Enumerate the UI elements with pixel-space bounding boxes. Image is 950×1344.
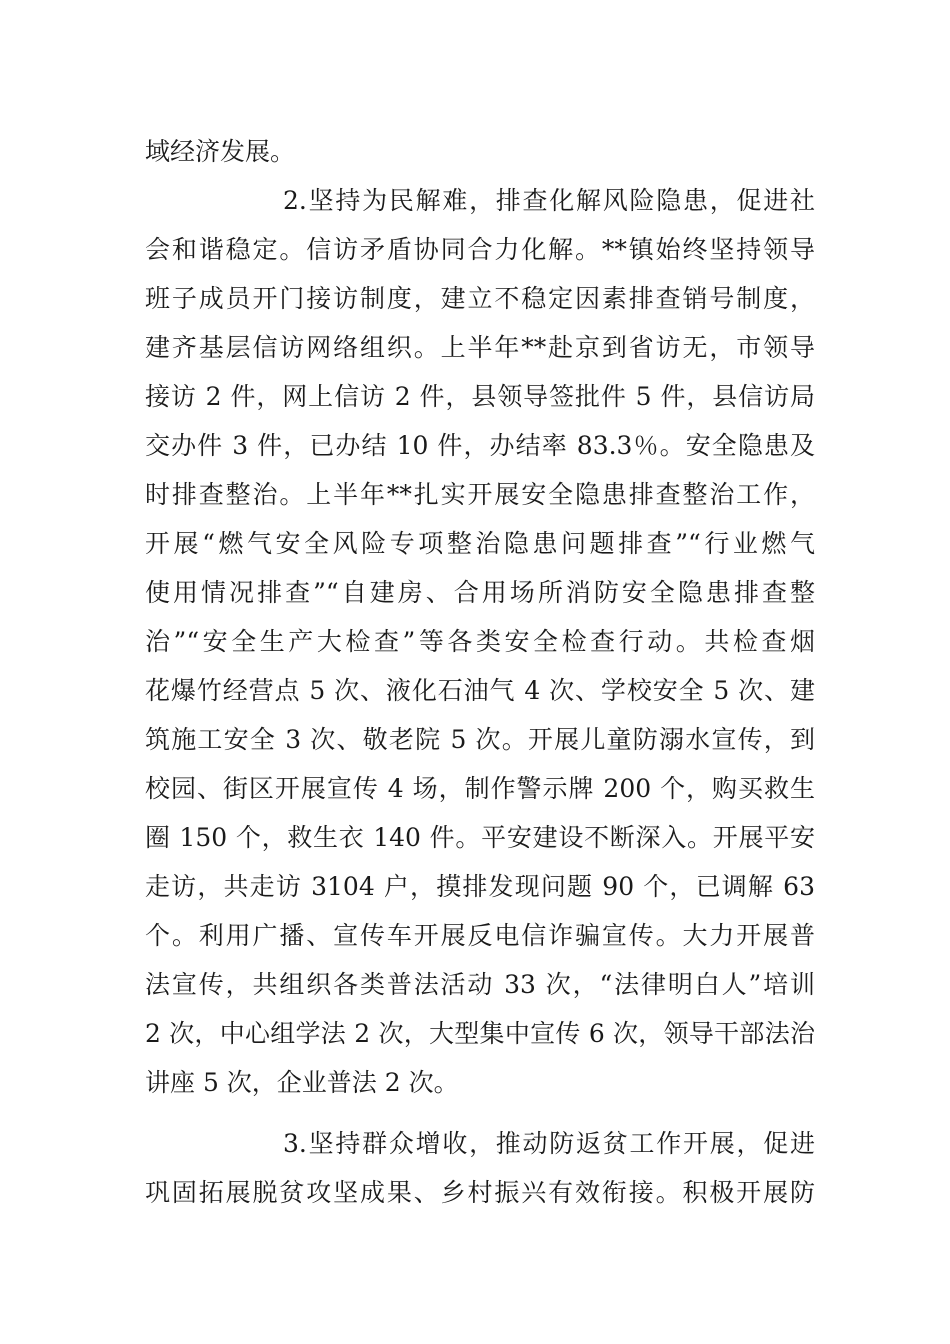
text-line: 时排查整治。上半年**扎实开展安全隐患排查整治工作， [145,480,815,509]
text-line: 走访，共走访 3104 户，摸排发现问题 90 个，已调解 63 [145,872,815,901]
text-line: 会和谐稳定。信访矛盾协同合力化解。**镇始终坚持领导 [145,235,815,264]
text-line: 筑施工安全 3 次、敬老院 5 次。开展儿童防溺水宣传，到 [145,725,815,754]
section-heading-3: 3.坚持群众增收，推动防返贫工作开展，促进 [283,1129,815,1158]
text-line: 花爆竹经营点 5 次、液化石油气 4 次、学校安全 5 次、建 [145,676,815,705]
text-line: 建齐基层信访网络组织。上半年**赴京到省访无，市领导 [145,333,815,362]
text-line: 交办件 3 件，已办结 10 件，办结率 83.3％。安全隐患及 [145,431,815,460]
text-line: 个。利用广播、宣传车开展反电信诈骗宣传。大力开展普 [145,921,815,950]
section-heading-2: 2.坚持为民解难，排查化解风险隐患，促进社 [283,186,815,215]
text-line: 班子成员开门接访制度，建立不稳定因素排查销号制度， [145,284,815,313]
text-line: 治”“安全生产大检查”等各类安全检查行动。共检查烟 [145,627,815,656]
text-line: 2 次，中心组学法 2 次，大型集中宣传 6 次，领导干部法治 [145,1019,815,1048]
text-line: 讲座 5 次，企业普法 2 次。 [145,1068,459,1097]
text-line: 法宣传，共组织各类普法活动 33 次，“法律明白人”培训 [145,970,815,999]
text-line: 使用情况排查”“自建房、合用场所消防安全隐患排查整 [145,578,815,607]
text-line: 圈 150 个，救生衣 140 件。平安建设不断深入。开展平安 [145,823,815,852]
text-line: 巩固拓展脱贫攻坚成果、乡村振兴有效衔接。积极开展防 [145,1178,815,1207]
text-line: 校园、街区开展宣传 4 场，制作警示牌 200 个，购买救生 [145,774,815,803]
text-line: 域经济发展。 [145,137,296,166]
text-line: 接访 2 件，网上信访 2 件，县领导签批件 5 件，县信访局 [145,382,815,411]
text-line: 开展“燃气安全风险专项整治隐患问题排查”“行业燃气 [145,529,815,558]
